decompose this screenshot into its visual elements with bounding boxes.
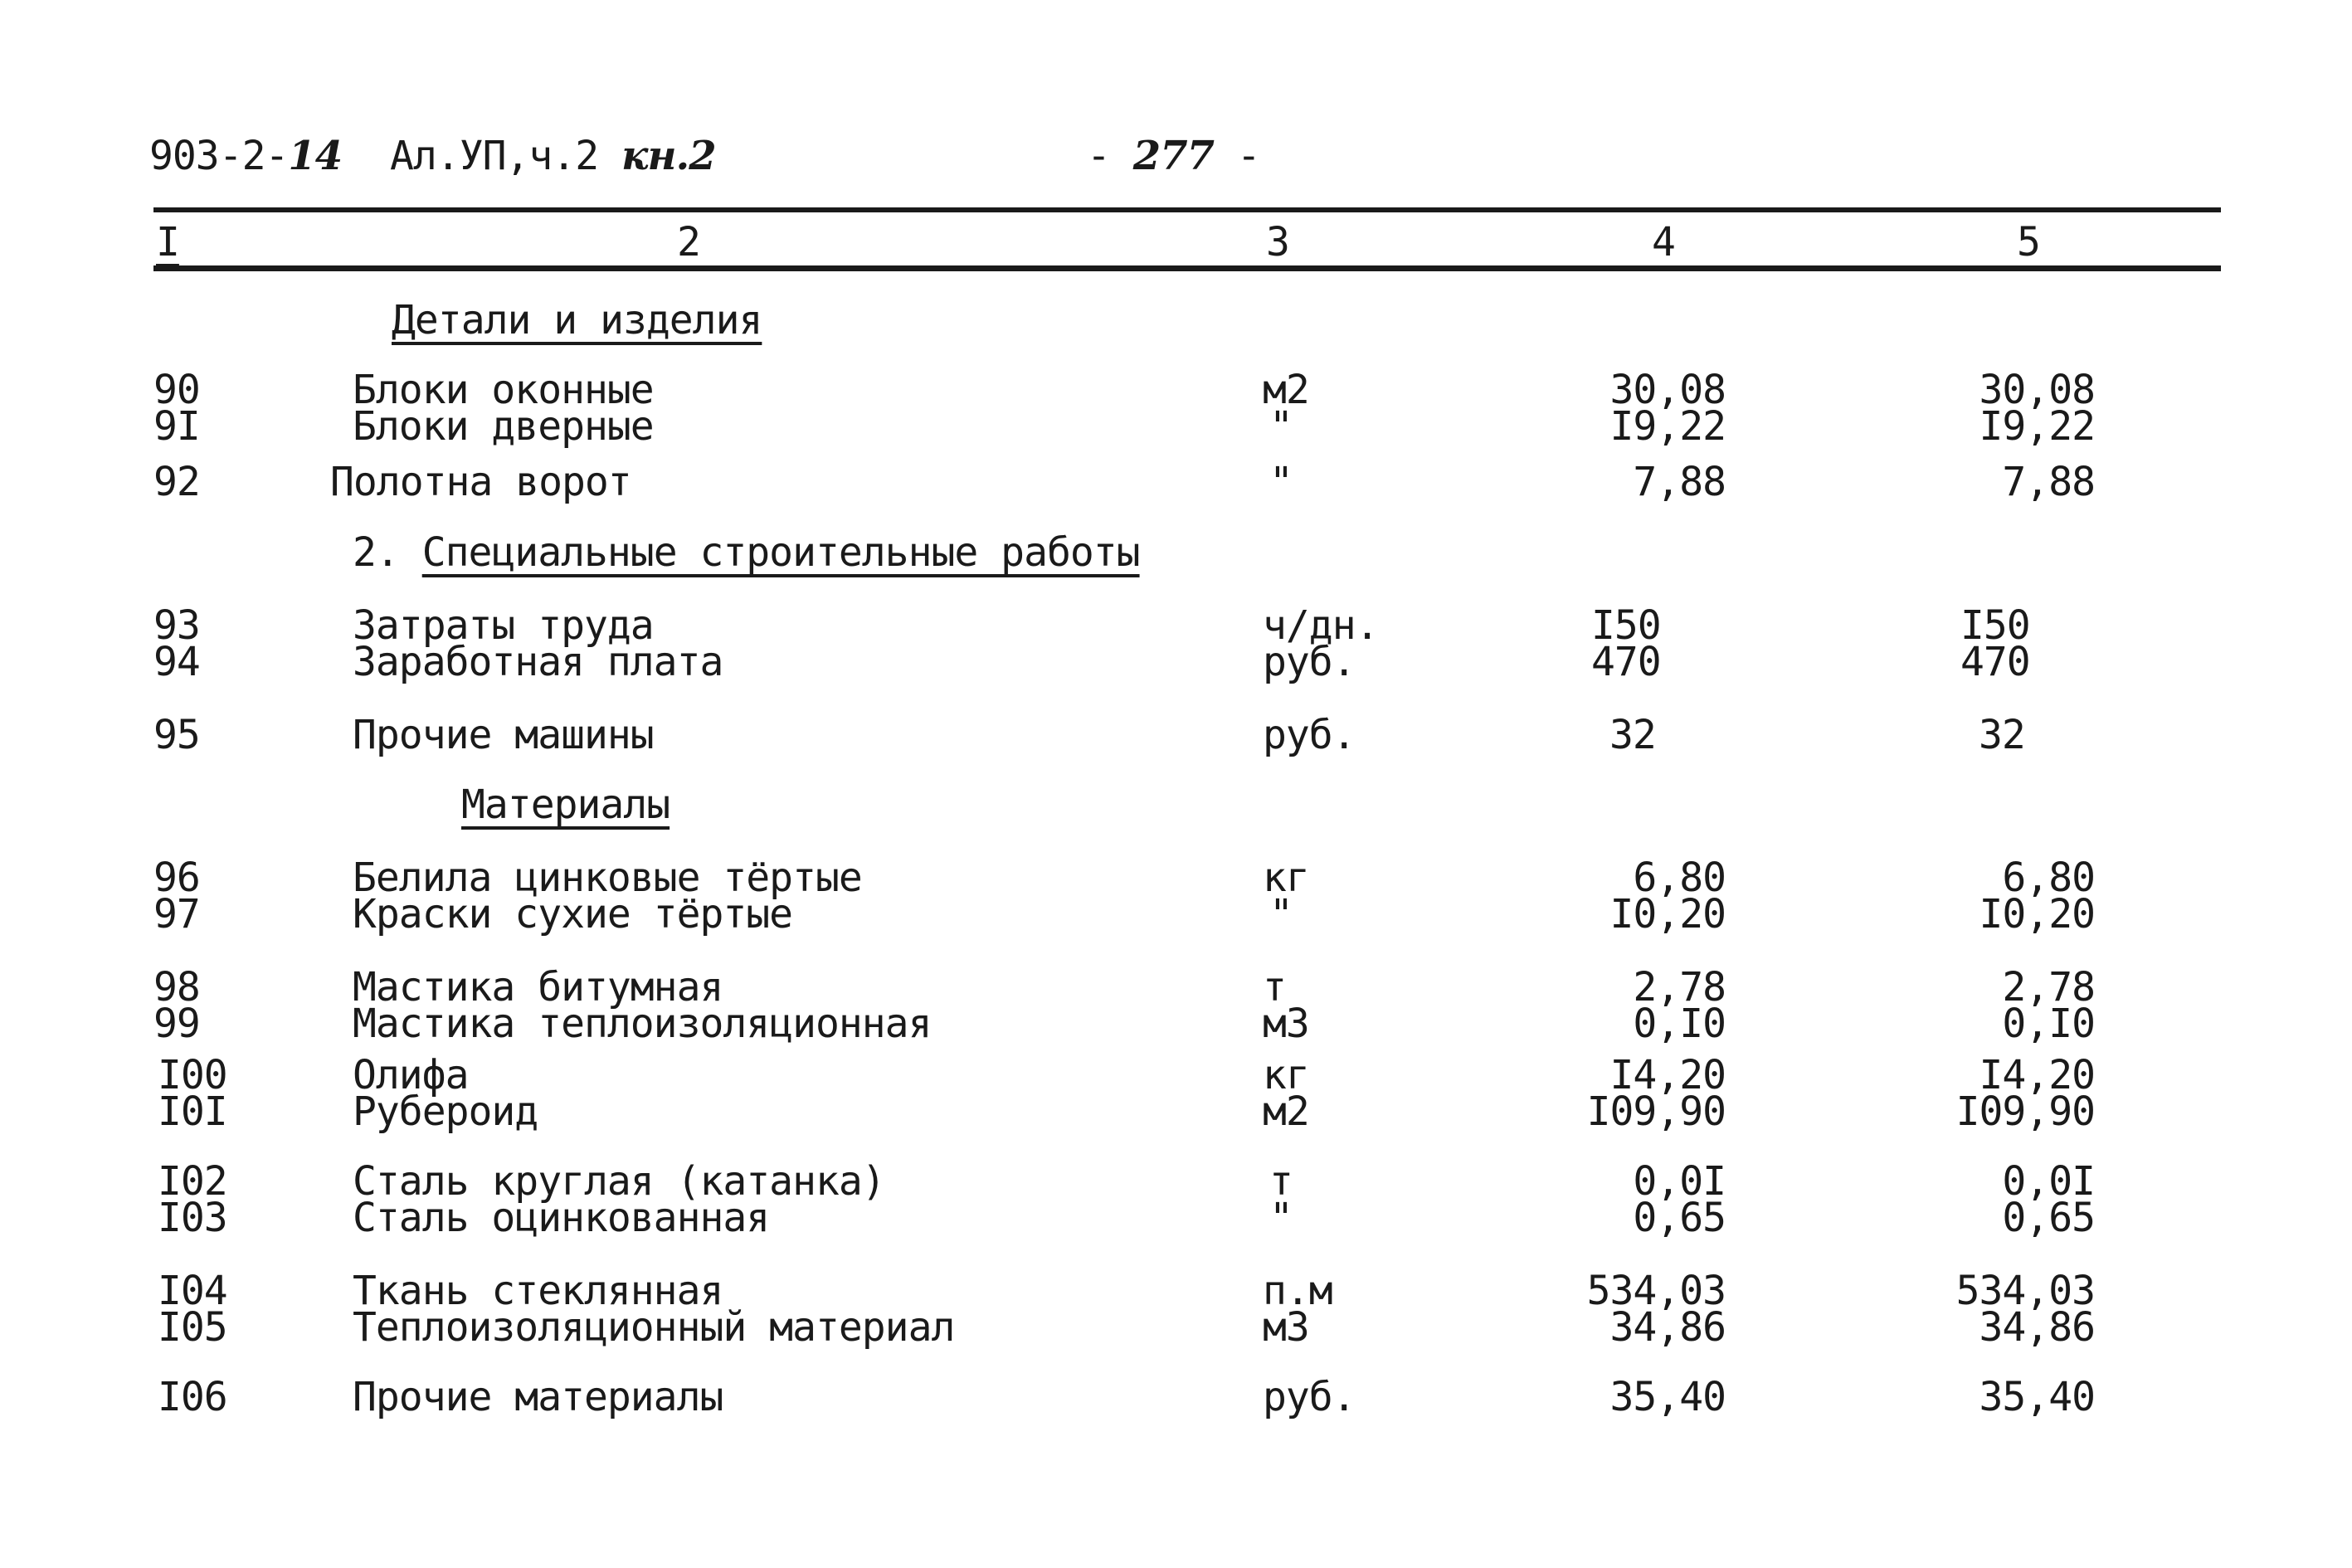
row-value-col4: 30,08 xyxy=(1609,367,1726,413)
row-unit: ч/дн. xyxy=(1263,602,1379,649)
row-name: Затраты труда xyxy=(353,602,654,649)
row-number: I04 xyxy=(158,1268,227,1314)
page-number: - 277 - xyxy=(1087,133,1260,179)
row-value-col5: I09,90 xyxy=(1955,1088,2095,1135)
row-unit: " xyxy=(1269,403,1293,450)
row-number: 92 xyxy=(153,459,200,505)
row-unit: кг xyxy=(1263,1052,1309,1098)
row-number: I06 xyxy=(158,1374,227,1420)
row-number: I03 xyxy=(158,1195,227,1241)
row-unit: п.м xyxy=(1263,1268,1332,1314)
row-number: 95 xyxy=(153,712,200,758)
row-value-col5: 0,0I xyxy=(2002,1158,2095,1205)
row-name: Блоки оконные xyxy=(353,367,654,413)
row-name: Прочие материалы xyxy=(353,1374,723,1420)
row-name: Сталь оцинкованная xyxy=(353,1195,770,1241)
row-name: Рубероид xyxy=(353,1088,538,1135)
row-value-col5: I0,20 xyxy=(1979,891,2095,937)
row-value-col5: 2,78 xyxy=(2002,964,2095,1010)
row-unit: руб. xyxy=(1263,1374,1356,1420)
row-value-col4: 7,88 xyxy=(1633,459,1726,505)
row-unit: м3 xyxy=(1263,1304,1309,1351)
row-value-col4: 6,80 xyxy=(1633,855,1726,901)
row-number: 94 xyxy=(153,639,200,685)
row-value-col4: 32 xyxy=(1609,712,1656,758)
row-value-col5: 34,86 xyxy=(1979,1304,2095,1351)
row-unit: м2 xyxy=(1263,1088,1309,1135)
section-heading-details: Детали и изделия xyxy=(392,297,762,343)
row-value-col5: 0,I0 xyxy=(2002,1001,2095,1047)
doc-code-handwritten: 14 xyxy=(288,133,343,179)
section-heading-special xyxy=(353,531,1140,574)
row-value-col5: 7,88 xyxy=(2002,459,2095,505)
row-number: 96 xyxy=(153,855,200,901)
row-name: Сталь круглая (катанка) xyxy=(353,1158,885,1205)
row-value-col4: I0,20 xyxy=(1609,891,1726,937)
row-unit: " xyxy=(1269,891,1293,937)
row-value-col5: I50 xyxy=(1960,602,2030,649)
doc-code-typed: 903-2- xyxy=(149,133,289,179)
row-value-col4: I4,20 xyxy=(1609,1052,1726,1098)
section-heading-materials: Материалы xyxy=(461,782,670,828)
row-name: Мастика теплоизоляционная xyxy=(353,1001,932,1047)
row-value-col5: 32 xyxy=(1979,712,2025,758)
row-unit: кг xyxy=(1263,855,1309,901)
row-name: Олифа xyxy=(353,1052,469,1098)
row-name: Ткань стеклянная xyxy=(353,1268,723,1314)
row-unit: м3 xyxy=(1263,1001,1309,1047)
row-unit: " xyxy=(1269,459,1293,505)
col-header-3: 3 xyxy=(1266,219,1289,265)
row-value-col5: I4,20 xyxy=(1979,1052,2095,1098)
row-value-col4: I50 xyxy=(1591,602,1661,649)
row-value-col4: I9,22 xyxy=(1609,403,1726,450)
section-title: Специальные строительные работы xyxy=(421,529,1140,576)
row-unit: м2 xyxy=(1263,367,1309,413)
row-value-col4: 534,03 xyxy=(1586,1268,1726,1314)
row-unit: руб. xyxy=(1263,639,1356,685)
row-value-col5: 0,65 xyxy=(2002,1195,2095,1241)
row-number: I02 xyxy=(158,1158,227,1205)
row-name: Прочие машины xyxy=(353,712,654,758)
section-number: 2. xyxy=(353,529,399,576)
col-header-4: 4 xyxy=(1652,219,1675,265)
row-unit: руб. xyxy=(1263,712,1356,758)
row-unit: " xyxy=(1269,1195,1293,1241)
row-number: 9I xyxy=(153,403,200,450)
row-number: 93 xyxy=(153,602,200,649)
row-value-col4: 0,I0 xyxy=(1633,1001,1726,1047)
row-value-col5: I9,22 xyxy=(1979,403,2095,450)
row-name: Мастика битумная xyxy=(353,964,723,1010)
row-number: 98 xyxy=(153,964,200,1010)
col-header-5: 5 xyxy=(2017,219,2040,265)
row-value-col4: 35,40 xyxy=(1609,1374,1726,1420)
col-header-2: 2 xyxy=(677,219,700,265)
row-value-col5: 35,40 xyxy=(1979,1374,2095,1420)
row-unit: т xyxy=(1263,964,1286,1010)
row-number: 97 xyxy=(153,891,200,937)
doc-code xyxy=(149,134,342,178)
row-unit: т xyxy=(1269,1158,1293,1205)
top-rule xyxy=(153,207,2221,212)
row-number: I00 xyxy=(158,1052,227,1098)
header-rule xyxy=(153,265,2221,271)
row-name: Теплоизоляционный материал xyxy=(353,1304,955,1351)
row-name: Заработная плата xyxy=(353,639,723,685)
album-ref-typed: Ал.УП,ч.2 xyxy=(390,133,599,179)
row-name: Белила цинковые тёртые xyxy=(353,855,862,901)
row-value-col4: 0,0I xyxy=(1633,1158,1726,1205)
row-value-col4: I09,90 xyxy=(1586,1088,1726,1135)
row-number: 90 xyxy=(153,367,200,413)
row-name: Краски сухие тёртые xyxy=(353,891,793,937)
row-name: Полотна ворот xyxy=(330,459,631,505)
row-value-col5: 30,08 xyxy=(1979,367,2095,413)
row-value-col4: 2,78 xyxy=(1633,964,1726,1010)
album-ref xyxy=(390,134,716,178)
row-value-col4: 34,86 xyxy=(1609,1304,1726,1351)
row-value-col4: 0,65 xyxy=(1633,1195,1726,1241)
album-ref-handwritten: кн.2 xyxy=(621,133,716,179)
row-value-col5: 470 xyxy=(1960,639,2030,685)
row-number: I0I xyxy=(158,1088,227,1135)
row-number: 99 xyxy=(153,1001,200,1047)
row-value-col4: 470 xyxy=(1591,639,1661,685)
row-name: Блоки дверные xyxy=(353,403,654,450)
col-header-1: I xyxy=(156,219,179,265)
row-value-col5: 6,80 xyxy=(2002,855,2095,901)
row-number: I05 xyxy=(158,1304,227,1351)
row-value-col5: 534,03 xyxy=(1955,1268,2095,1314)
page-number-handwritten: 277 xyxy=(1132,133,1214,179)
